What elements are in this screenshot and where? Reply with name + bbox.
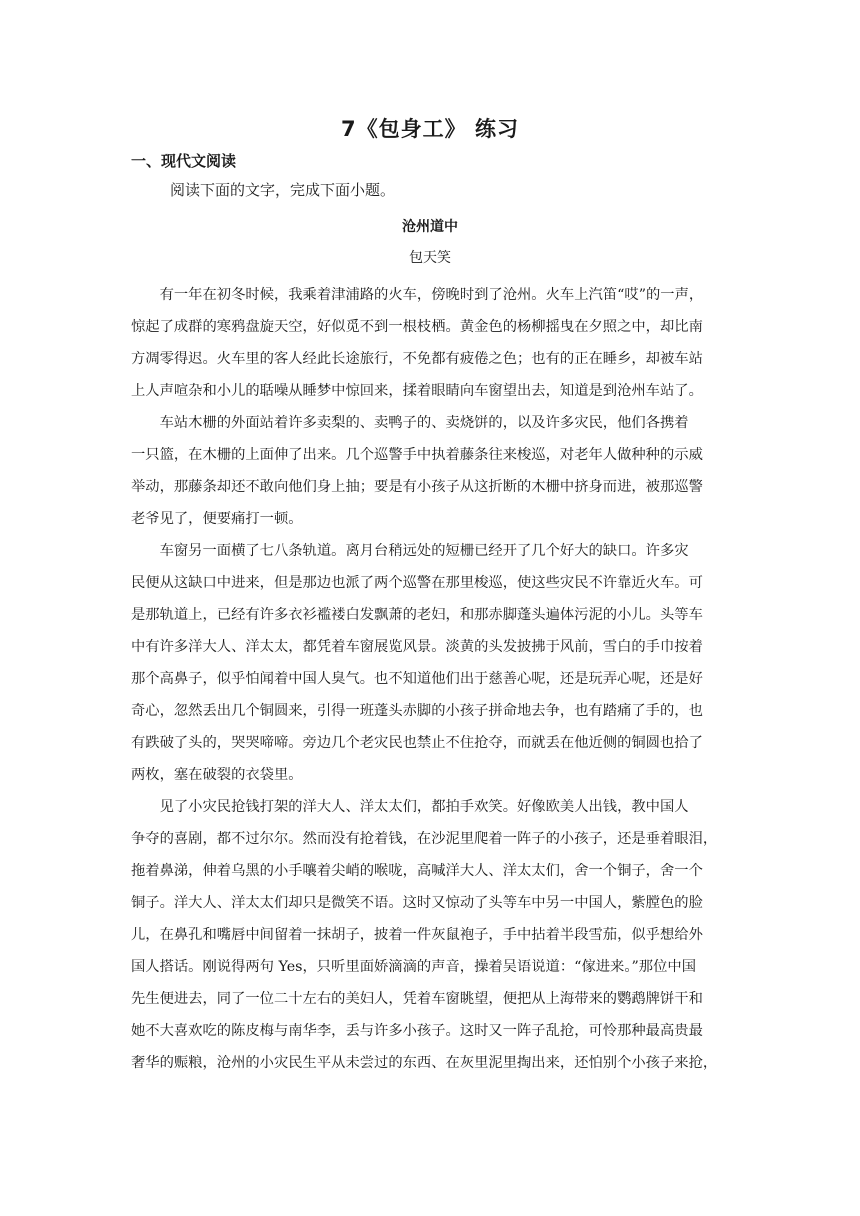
article-paragraph: 有一年在初冬时候，我乘着津浦路的火车，傍晚时到了沧州。火车上汽笛“哎”的一声， 惊起了成群的寒鸦盘旋天空，好似觅不到一根枝栖。黄金色的杨柳摇曳在夕照之中，却比南 方凋零得迟。火车里的客人经此长途旅行，不免都有疲倦之色；也有的正在睡乡，却被车站 上人声喧杂和小儿的聒噪从睡梦中惊回来，揉着眼睛向车窗望出去，知道是到沧州车站了。 [131,287,704,399]
article-paragraph: 车窗另一面横了七八条轨道。离月台稍远处的短栅已经开了几个好大的缺口。许多灾 民便从这缺口中进来，但是那边也派了两个巡警在那里梭巡，使这些灾民不许靠近火车。可 是那轨道上，已经有许多衣衫褴褛白发飘萧的老妇，和那赤脚蓬头遍体污泥的小儿。头等车 中有许多洋大人、洋太太，都凭着车窗展览风景。淡黄的头发披拂于风前，雪白的手巾按着 那个高鼻子，似乎怕闻着中国人臭气。也不知道他们出于慈善心呢，还是玩弄心呢，还是好 奇心，忽然丢出几个铜圆来，引得一班蓬头赤脚的小孩子拼命地去争，也有踏痛了手的，也 有跌破了头的，哭哭啼啼。旁边几个老灾民也禁止不住抢夺，而就丢在他近侧的铜圆也拾了 两枚，塞在破裂的衣袋里。 [131,543,703,783]
instruction-text: 阅读下面的文字，完成下面小题。 [170,181,396,199]
article-body [131,279,731,1079]
article-paragraph: 见了小灾民抢钱打架的洋大人、洋太太们，都拍手欢笑。好像欧美人出钱，教中国人 争夺的喜剧，都不过尔尔。然而没有抢着钱，在沙泥里爬着一阵子的小孩子，还是垂着眼泪， 拖着鼻涕，伸着乌黑的小手嚷着尖峭的喉咙，高喊洋大人、洋太太们，舍一个铜子，舍一个 铜子。洋大人、洋太太们却只是微笑不语。这时又惊动了头等车中另一中国人，紫膛色的脸 儿，在鼻孔和嘴唇中间留着一抹胡子，披着一件灰鼠袍子，手中拈着半段雪茄，似乎想给外 国人搭话。刚说得两句 Yes，只听里面娇滴滴的声音，操着吴语说道：“傢进来。”那位中国 先生便进去，同了一位二十左右的美妇人，凭着车窗眺望，便把从上海带来的鹦鹉牌饼干和 她不大喜欢吃的陈皮梅与南华李，丢与许多小孩子。这时又一阵子乱抢，可怜那种最高贵最 奢华的赈粮，沧州的小灾民生平从未尝过的东西、在灰里泥里掏出来，还怕别个小孩子来抢， [131,799,718,1071]
document-title: 7《包身工》 练习 [341,117,519,141]
article-title: 沧州道中 [402,219,458,235]
article-author: 包天笑 [409,250,451,266]
section-heading: 一、现代文阅读 [131,152,237,170]
article-paragraph: 车站木栅的外面站着许多卖梨的、卖鸭子的、卖烧饼的，以及许多灾民，他们各携着 一只篮，在木栅的上面伸了出来。几个巡警手中执着藤条往来梭巡，对老年人做种种的示威 举动，那藤条却还不敢向他们身上抽；要是有小孩子从这折断的木栅中挤身而进，被那巡警 老爷见了，便要痛打一顿。 [131,415,703,527]
